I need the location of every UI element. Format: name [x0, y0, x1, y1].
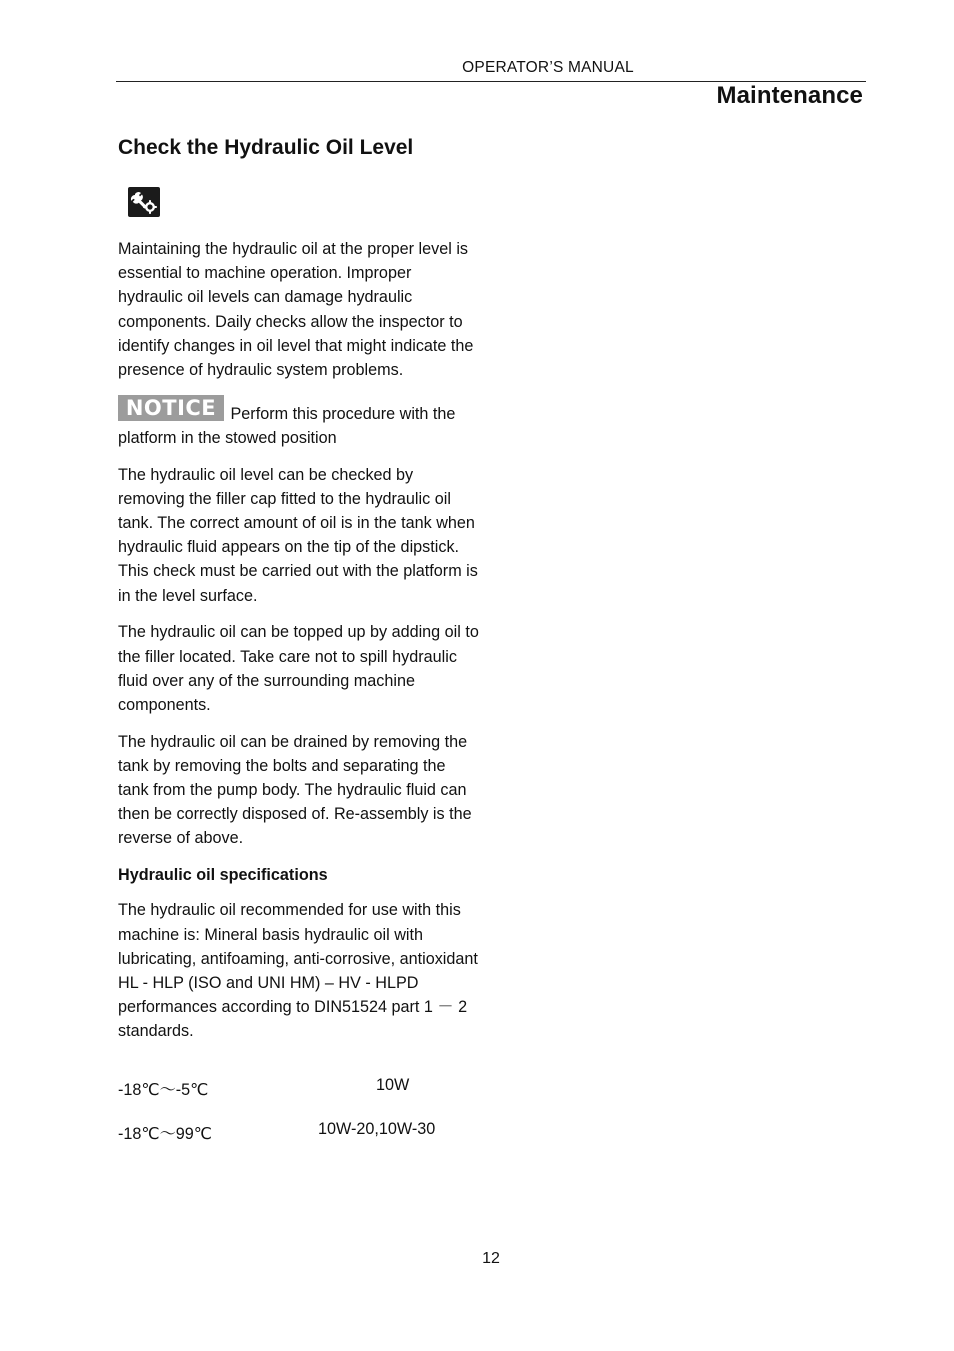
oil-top-up-paragraph: The hydraulic oil can be topped up by adding oil to the filler located. Take care not to spill hydraulic fluid over any of the surrounding machine components. [118, 623, 479, 714]
spec-temperature-range: -18℃～99℃ [118, 1125, 212, 1143]
spec-temperature-range: -18℃～-5℃ [118, 1081, 209, 1099]
page-number: 12 [482, 1250, 500, 1267]
spec-oil-grade: 10W [376, 1076, 410, 1094]
wrench-gear-icon [128, 187, 160, 217]
header-manual-title: OPERATOR’S MANUAL [462, 59, 634, 76]
notice-block [118, 395, 480, 450]
specifications-heading: Hydraulic oil specifications [118, 866, 328, 885]
page-heading: Check the Hydraulic Oil Level [118, 136, 414, 159]
oil-level-check-paragraph: The hydraulic oil level can be checked by removing the filler cap fitted to the hydraulic oil tank. The correct amount of oil is in the tank when hydraulic fluid appears on the tip of the dipstick. This check must be carried out with the platform is in the level surface. [118, 465, 478, 605]
section-title: Maintenance [716, 82, 863, 109]
specifications-description: The hydraulic oil recommended for use with this machine is: Mineral basis hydraulic oil with lubricating, antifoaming, anti-corrosive, antioxidant HL - HLP (ISO and UNI HM) – HV - HLPD performances according to DIN51524 part 1 － 2 standards. [118, 901, 478, 1041]
intro-paragraph: Maintaining the hydraulic oil at the proper level is essential to machine operation. Improper hydraulic oil levels can damage hydraulic components. Daily checks allow the inspector to identify changes in oil level that might indicate the presence of hydraulic system problems. [118, 240, 474, 380]
oil-drain-paragraph: The hydraulic oil can be drained by removing the tank by removing the bolts and separating the tank from the pump body. The hydraulic fluid can then be correctly disposed of. Re-assembly is the reverse of above. [118, 732, 472, 848]
spec-row [118, 1120, 538, 1164]
spec-table [118, 1076, 538, 1164]
notice-text: Perform this procedure with the platform in the stowed position [118, 404, 456, 447]
spec-row [118, 1076, 538, 1120]
main-content [118, 237, 480, 1056]
spec-oil-grade: 10W-20,10W-30 [318, 1120, 436, 1138]
notice-badge: NOTICE [118, 395, 224, 421]
